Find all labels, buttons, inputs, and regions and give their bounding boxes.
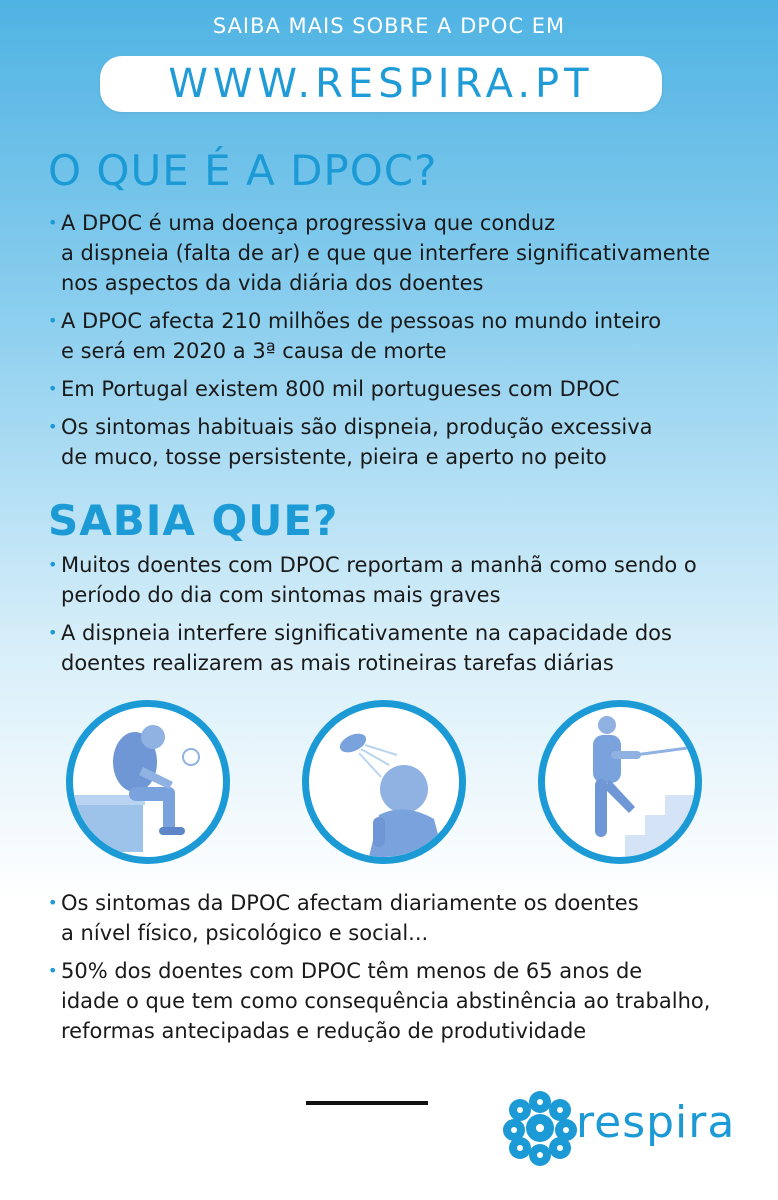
bullet-item: • Os sintomas habituais são dispneia, produção excessiva de muco, tosse persistente, pieira e aperto no peito (48, 412, 738, 472)
divider-line (306, 1101, 428, 1105)
section-title-what: O QUE É A DPOC? (48, 146, 438, 195)
website-banner[interactable] (100, 56, 662, 112)
respira-logo-icon (498, 1088, 582, 1168)
bullet-list-more (48, 888, 748, 1054)
section-title-know: SABIA QUE? (48, 496, 339, 545)
shower-man-icon (309, 707, 459, 857)
bullet-item: • 50% dos doentes com DPOC têm menos de 65 anos de idade o que tem como consequência abstinência ao trabalho, reformas antecipadas e redução de produtividade (48, 956, 748, 1046)
brand-name: respira (576, 1097, 736, 1148)
bullet-list-know (48, 550, 748, 686)
bullet-item: • Em Portugal existem 800 mil portugueses com DPOC (48, 374, 738, 404)
intro-text: SAIBA MAIS SOBRE A DPOC EM (212, 14, 566, 38)
stairs-man-icon (545, 707, 695, 857)
man-climbing-stairs-illustration (538, 700, 702, 864)
bullet-item: • Os sintomas da DPOC afectam diariamente os doentes a nível físico, psicológico e social... (48, 888, 748, 948)
man-in-shower-illustration (302, 700, 466, 864)
sitting-man-icon (73, 707, 223, 857)
bullet-item: • Muitos doentes com DPOC reportam a manhã como sendo o período do dia com sintomas mais graves (48, 550, 748, 610)
bullet-item: • A DPOC é uma doença progressiva que conduz a dispneia (falta de ar) e que que interfere significativamente nos aspectos da vida diária dos doentes (48, 208, 738, 298)
flower-cluster-icon (498, 1088, 582, 1168)
man-sitting-on-bed-illustration (66, 700, 230, 864)
bullet-item: • A dispneia interfere significativamente na capacidade dos doentes realizarem as mais rotineiras tarefas diárias (48, 618, 748, 678)
website-url[interactable]: WWW.RESPIRA.PT (168, 61, 594, 107)
bullet-list-what (48, 208, 738, 480)
bullet-item: • A DPOC afecta 210 milhões de pessoas no mundo inteiro e será em 2020 a 3ª causa de morte (48, 306, 738, 366)
